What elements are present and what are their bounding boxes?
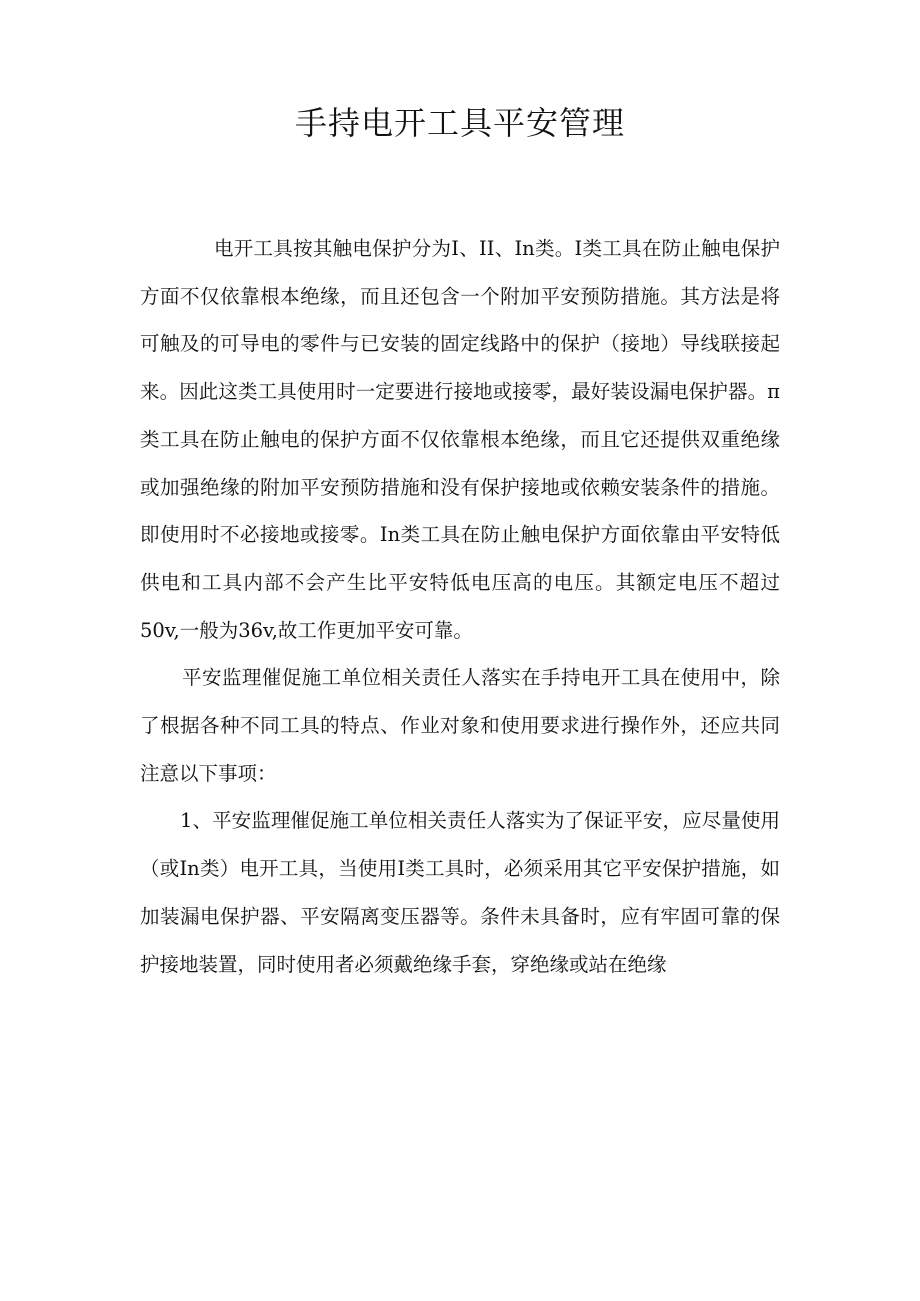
paragraph-item-1: 1、平安监理催促施工单位相关责任人落实为了保证平安，应尽量使用（或In类）电开工具，当使用I类工具时，必须采用其它平安保护措施，如加装漏电保护器、平安隔离变压器等。条件未具备时，应有牢固可靠的保护接地装置，同时使用者必须戴绝缘手套，穿绝缘或站在绝缘 [140, 809, 780, 976]
document-body [140, 225, 780, 988]
paragraph-supervision-intro: 平安监理催促施工单位相关责任人落实在手持电开工具在使用中，除了根据各种不同工具的特点、作业对象和使用要求进行操作外，还应共同注意以下事项： [140, 666, 780, 785]
paragraph-tool-classes: 电开工具按其触电保护分为I、II、In类。I类工具在防止触电保护方面不仅依靠根本绝缘，而且还包含一个附加平安预防措施。其方法是将可触及的可导电的零件与已安装的固定线路中的保护（接地）导线联接起来。因此这类工具使用时一定要进行接地或接零，最好装设漏电保护器。π类工具在防止触电的保护方面不仅依靠根本绝缘，而且它还提供双重绝缘或加强绝缘的附加平安预防措施和没有保护接地或依赖安装条件的措施。即使用时不必接地或接零。In类工具在防止触电保护方面依靠由平安特低供电和工具内部不会产生比平安特低电压高的电压。其额定电压不超过50v,一般为36v,故工作更加平安可靠。 [140, 237, 780, 642]
document-title: 手持电开工具平安管理 [294, 104, 625, 142]
